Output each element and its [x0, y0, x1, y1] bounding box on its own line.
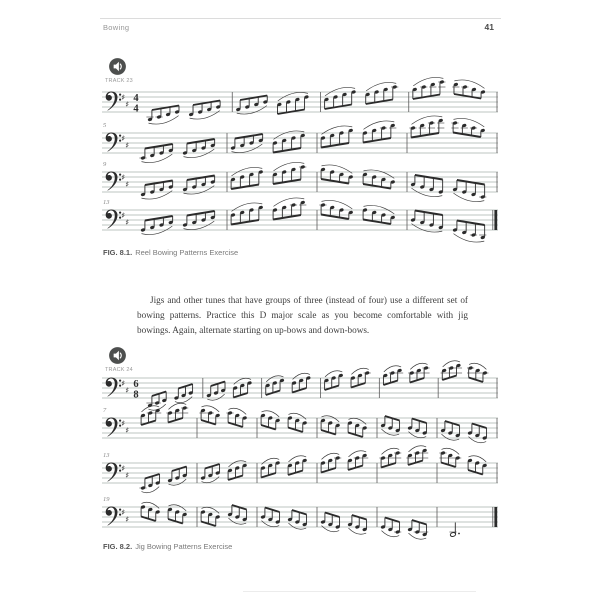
music-staff	[100, 449, 500, 497]
svg-text:9: 9	[103, 161, 107, 168]
svg-text:♯: ♯	[121, 418, 126, 428]
figure-caption-2	[103, 542, 232, 551]
figure-caption-1	[103, 248, 238, 257]
svg-text:6: 6	[133, 379, 139, 391]
svg-text:8: 8	[133, 389, 139, 401]
svg-text:♯: ♯	[125, 471, 130, 481]
figure-caption-text: Jig Bowing Patterns Exercise	[135, 542, 233, 551]
music-staff	[100, 493, 500, 541]
svg-text:♯: ♯	[121, 463, 126, 473]
svg-text:♯: ♯	[125, 386, 130, 396]
svg-text:4: 4	[133, 93, 139, 105]
svg-text:♯: ♯	[125, 180, 130, 190]
svg-text:19: 19	[103, 496, 110, 503]
svg-text:♯: ♯	[121, 210, 126, 220]
svg-text:♯: ♯	[125, 100, 130, 110]
svg-text:4: 4	[133, 103, 139, 115]
speaker-icon	[107, 345, 128, 366]
figure-caption-text: Reel Bowing Patterns Exercise	[135, 248, 239, 257]
svg-text:5: 5	[103, 122, 107, 129]
track-label: TRACK 24	[105, 367, 133, 373]
svg-text:♯: ♯	[125, 141, 130, 151]
svg-text:♯: ♯	[121, 133, 126, 143]
svg-text:♯: ♯	[121, 172, 126, 182]
svg-text:7: 7	[103, 407, 107, 414]
page-bottom-rule	[243, 591, 476, 592]
svg-text:♯: ♯	[121, 378, 126, 388]
svg-text:13: 13	[103, 452, 110, 459]
figure-caption-label: FIG. 8.1.	[103, 248, 133, 257]
svg-text:♯: ♯	[121, 507, 126, 517]
music-staff	[100, 196, 500, 244]
figure-caption-label: FIG. 8.2.	[103, 542, 133, 551]
svg-text:♯: ♯	[125, 218, 130, 228]
header-section-title: Bowing	[103, 23, 130, 32]
svg-text:13: 13	[103, 199, 110, 206]
header-rule	[100, 18, 501, 19]
page-number: 41	[484, 22, 494, 32]
svg-text:♯: ♯	[121, 92, 126, 102]
svg-text:♯: ♯	[125, 426, 130, 436]
music-staff	[100, 404, 500, 452]
body-paragraph: Jigs and other tunes that have groups of three (instead of four) use a different set of bowing patterns. Practice this D major scale as you become comfortable with jig bowings. Again, alternate starting on up-bows and down-bows.	[137, 295, 468, 335]
speaker-icon	[107, 56, 128, 77]
track-label: TRACK 23	[105, 78, 133, 84]
svg-text:♯: ♯	[125, 515, 130, 525]
